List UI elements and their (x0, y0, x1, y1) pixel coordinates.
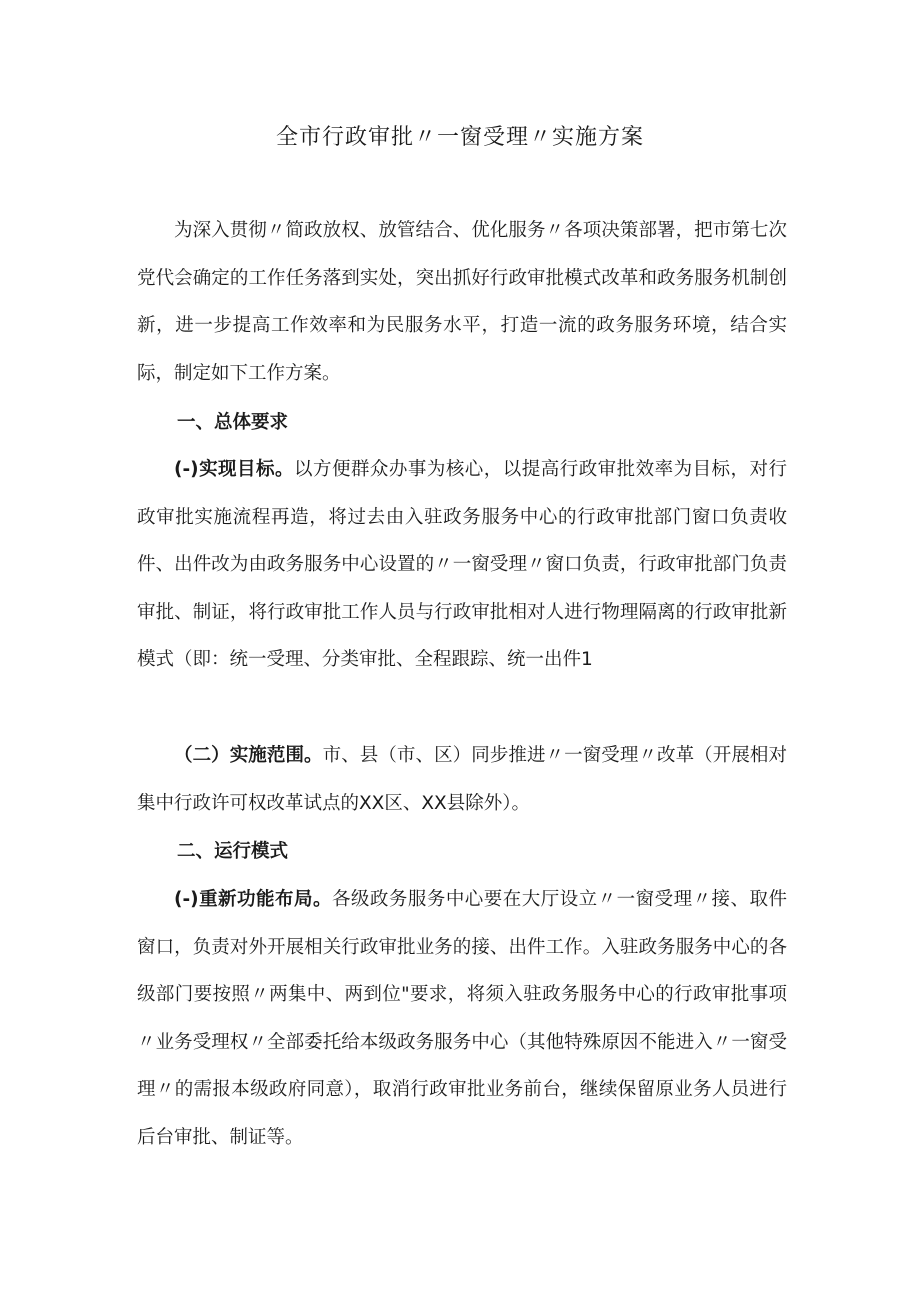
document-title: 全市行政审批〃一窗受理〃实施方案 (275, 125, 644, 150)
paragraph-body-implementation-scope: 市、县（市、区）同步推进〃一窗受理〃改革（开展相对集中行政许可权改革试点的XX区、XX县除外）。 (137, 745, 787, 814)
paragraph-lead-implementation-scope: （二）实施范围。 (174, 745, 323, 766)
intro-paragraph: 为深入贯彻〃简政放权、放管结合、优化服务〃各项决策部署，把市第七次党代会确定的工作任务落到实处，突出抓好行政审批模式改革和政务服务机制创新，进一步提高工作效率和为民服务水平，打造一流的政务服务环境，结合实际，制定如下工作方案。 (137, 220, 787, 384)
paragraph-lead-function-layout: (-)重新功能布局。 (174, 889, 332, 910)
paragraph-body-function-layout: 各级政务服务中心要在大厅设立〃一窗受理〃接、取件窗口，负责对外开展相关行政审批业务的接、出件工作。入驻政务服务中心的各级部门要按照〃两集中、两到位"要求，将须入驻政务服务中心的行政审批事项〃业务受理权〃全部委托给本级政务服务中心（其他特殊原因不能进入〃一窗受理〃的需报本级政府同意），取消行政审批业务前台，继续保留原业务人员进行后台审批、制证等。 (137, 889, 787, 1148)
section-heading-operation-mode: 二、运行模式 (177, 841, 289, 862)
paragraph-function-layout (137, 876, 787, 1161)
section-heading-overall-requirements: 一、总体要求 (177, 412, 289, 433)
paragraph-lead-implementation-goal: (-)实现目标。 (174, 459, 294, 480)
paragraph-implementation-scope (137, 732, 787, 827)
paragraph-implementation-goal (137, 446, 787, 684)
paragraph-body-implementation-goal: 以方便群众办事为核心，以提高行政审批效率为目标，对行政审批实施流程再造，将过去由入驻政务服务中心的行政审批部门窗口负责收件、出件改为由政务服务中心设置的〃一窗受理〃窗口负责，行政审批部门负责审批、制证，将行政审批工作人员与行政审批相对人进行物理隔离的行政审批新模式（即：统一受理、分类审批、全程跟踪、统一出件1 (137, 459, 787, 670)
